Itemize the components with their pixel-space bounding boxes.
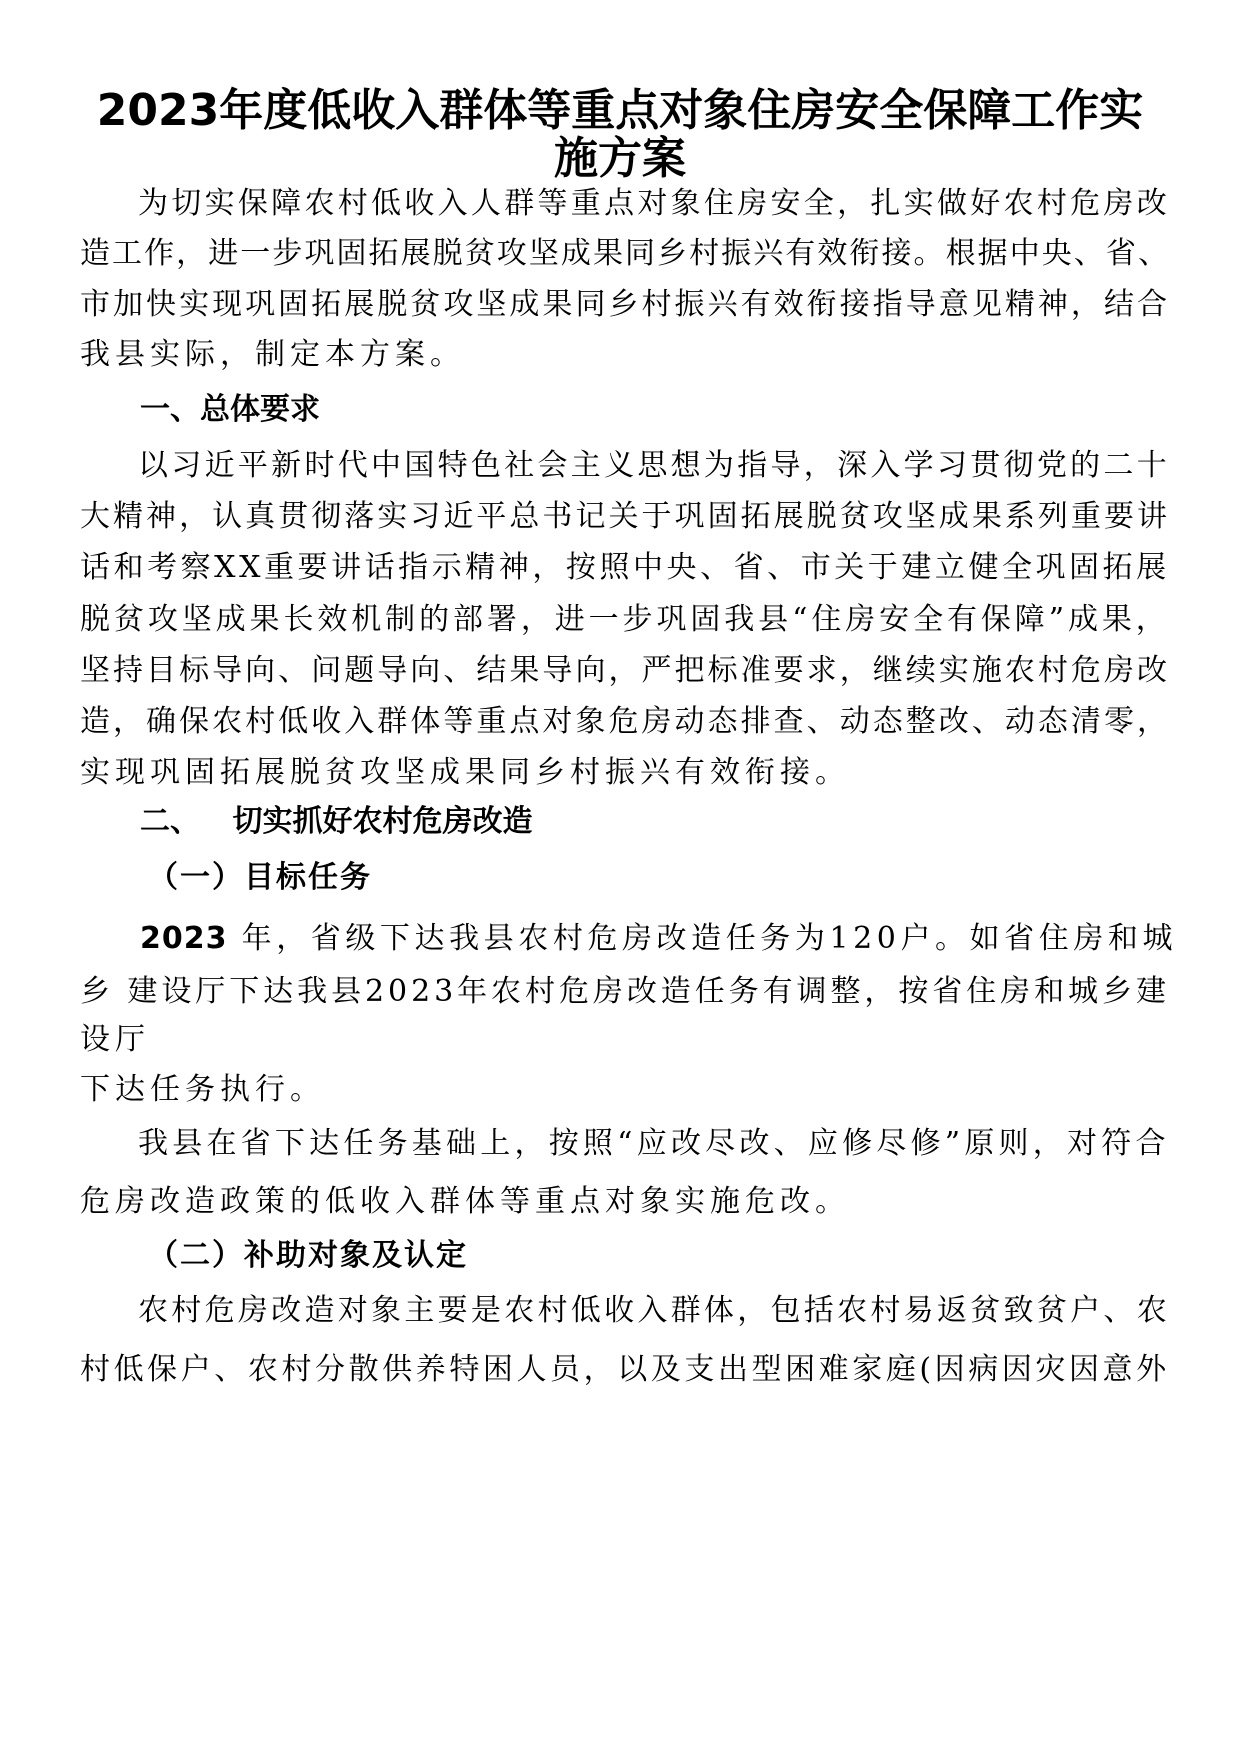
subsection-1-heading: （一）目标任务 <box>148 860 372 895</box>
section-2-heading-text: 切实抓好农村危房改造 <box>232 804 533 839</box>
subsection-1-para-2-line-1: 我县在省下达任务基础上，按照“应改尽改、应修尽修”原则，对符合 <box>138 1126 1170 1161</box>
subsection-2-line-1: 农村危房改造对象主要是农村低收入群体，包括农村易返贫致贫户、农 <box>138 1293 1170 1328</box>
subsection-1-line-2: 乡 建设厅下达我县2023年农村危房改造任务有调整，按省住房和城乡建 <box>80 974 1170 1009</box>
intro-line-2: 造工作，进一步巩固拓展脱贫攻坚成果同乡村振兴有效衔接。根据中央、省、 <box>80 236 1170 271</box>
subsection-1-line-1-text: 年，省级下达我县农村危房改造任务为120户。如省住房和城 <box>241 921 1178 956</box>
section-1-line-7: 实现巩固拓展脱贫攻坚成果同乡村振兴有效衔接。 <box>80 755 850 790</box>
section-1-line-2: 大精神，认真贯彻落实习近平总书记关于巩固拓展脱贫攻坚成果系列重要讲 <box>80 499 1170 534</box>
document-title-line-2: 施方案 <box>554 133 686 184</box>
document-title-line-1: 2023年度低收入群体等重点对象住房安全保障工作实 <box>96 85 1144 136</box>
intro-line-1: 为切实保障农村低收入人群等重点对象住房安全，扎实做好农村危房改 <box>138 186 1170 221</box>
intro-line-3: 市加快实现巩固拓展脱贫攻坚成果同乡村振兴有效衔接指导意见精神，结合 <box>80 287 1170 322</box>
subsection-1-year: 2023 <box>140 921 228 956</box>
section-1-line-6: 造，确保农村低收入群体等重点对象危房动态排查、动态整改、动态清零， <box>80 704 1170 739</box>
section-1-line-3: 话和考察XX重要讲话指示精神，按照中央、省、市关于建立健全巩固拓展 <box>80 550 1170 585</box>
intro-line-4: 我县实际，制定本方案。 <box>80 337 465 372</box>
subsection-2-line-2: 村低保户、农村分散供养特困人员，以及支出型困难家庭(因病因灾因意外 <box>80 1352 1170 1387</box>
section-2-heading <box>140 802 532 842</box>
section-1-line-1: 以习近平新时代中国特色社会主义思想为指导，深入学习贯彻党的二十 <box>138 448 1170 483</box>
subsection-1-line-4: 下达任务执行。 <box>80 1072 325 1107</box>
subsection-1-line-3: 设厅 <box>80 1022 150 1057</box>
section-2-heading-number: 二、 <box>140 804 200 839</box>
subsection-1-line-1 <box>140 919 1177 959</box>
subsection-1-para-2-line-2: 危房改造政策的低收入群体等重点对象实施危改。 <box>80 1184 850 1219</box>
subsection-2-heading: （二）补助对象及认定 <box>148 1238 468 1273</box>
section-1-heading: 一、总体要求 <box>140 392 320 427</box>
section-1-line-5: 坚持目标导向、问题导向、结果导向，严把标准要求，继续实施农村危房改 <box>80 653 1170 688</box>
section-1-line-4: 脱贫攻坚成果长效机制的部署，进一步巩固我县“住房安全有保障”成果， <box>80 602 1170 637</box>
